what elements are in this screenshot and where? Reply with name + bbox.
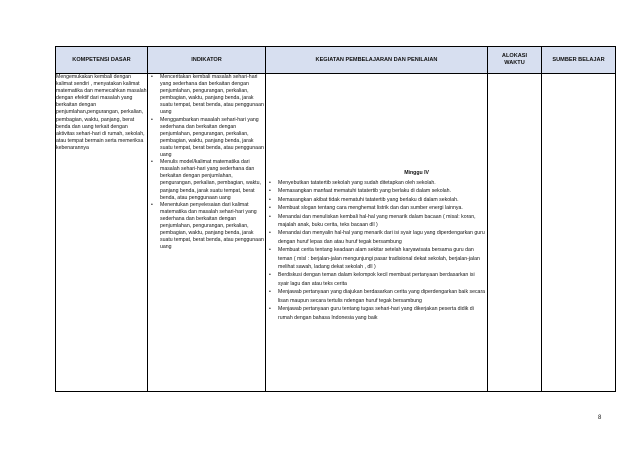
header-kompetensi-dasar: KOMPETENSI DASAR [56, 47, 148, 74]
bullet-icon: • [151, 116, 153, 123]
indikator-cell [148, 74, 266, 392]
sumber-belajar-cell [542, 74, 616, 392]
kegiatan-item [266, 305, 487, 322]
kegiatan-text: Menandai dan menyalin hal-hal yang menarik dari isi syair lagu yang diperdengarkan guru dengan huruf lepas dan atau huruf tegak bersambung [278, 230, 485, 245]
kegiatan-text: Membuat cerita tentang keadaan alam sekitar setelah karyawisata bersama guru dan teman ( misl : berjalan-jalan mengunjungi pasar tradisional dekat sekolah, berjalan-jalan melihat sawah, ladang dekat sekolah , dll ) [278, 247, 480, 271]
kegiatan-item [266, 288, 487, 305]
indikator-text: Menggambarkan masalah sehari-hari yang sederhana dan berkaitan dengan penjumlahan, pengurangan, perkalian, pembagian, waktu, panjang benda, jarak suatu tempat, berat benda, atau penggunaan uang [160, 116, 264, 159]
content-row [56, 74, 616, 392]
kegiatan-item [266, 204, 487, 212]
bullet-icon: • [269, 180, 271, 186]
alokasi-waktu-cell [488, 74, 542, 392]
bullet-icon: • [269, 196, 271, 203]
kegiatan-item [266, 229, 487, 246]
lesson-plan-table [55, 46, 616, 392]
indikator-item [148, 159, 265, 202]
indikator-text: Menceritakan kembali masalah sehari-hari yang sederhana dan berkaitan dengan penjumlahan, pengurangan, perkalian, pembagian, waktu, panjang benda, jarak suatu tempat, berat benda, atau penggunaan uang [160, 74, 264, 116]
bullet-icon: • [269, 272, 271, 279]
kegiatan-item [266, 271, 487, 288]
indikator-item [148, 202, 265, 252]
bullet-icon: • [269, 230, 271, 237]
bullet-icon: • [269, 188, 271, 195]
kegiatan-item [266, 187, 487, 195]
kegiatan-text: Memasangkan akibat tidak mematuhi tatatertib yang berlaku di dalam sekolah. [278, 196, 459, 203]
header-sumber-belajar: SUMBER BELAJAR [542, 47, 616, 74]
kompetensi-dasar-cell [56, 74, 148, 392]
header-row [56, 47, 616, 74]
kegiatan-text: Menjawab pertanyaan yang diajukan berdasarkan cerita yang diperdengarkan baik secara lisan maupun secara tertulis ndengan huruf tegak bersambung [278, 289, 486, 304]
kegiatan-text: Berdiskusi dengan teman dalam kelompok kecil membuat pertanyaan berdasarkan isi syair lagu dan atau teks cerita [278, 272, 475, 287]
week-label: Minggu IV [404, 170, 429, 176]
header-indikator: INDIKATOR [148, 47, 266, 74]
kegiatan-item [266, 213, 487, 230]
header-alokasi-waktu [488, 47, 542, 74]
kegiatan-text: Menandai dan menuliskan kembali hal-hal yang menarik dalam bacaan ( misal: koran, majalah anak, buku cerita, teks bacaan dll ) [278, 213, 476, 229]
bullet-icon: • [269, 247, 271, 254]
header-kegiatan: KEGIATAN PEMBELAJARAN DAN PENILAIAN [266, 47, 488, 74]
bullet-icon: • [269, 306, 271, 313]
kegiatan-text: Menjawab pertanyaan guru tentang tugas sehari-hari yang dikerjakan peserta didik di rumah dengan bahasa Indonesia yang baik [278, 306, 474, 321]
kegiatan-item [266, 179, 487, 187]
indikator-list [148, 74, 265, 251]
kompetensi-dasar-text: Mengemukakan kembali dengan kalimat sendiri , menyatakan kalimat matematika dan memecahkan masalah dengan efektif dari masalah yang berkaitan dengan penjumlahan,pengurangan, perkalian, pembagian, waktu, panjang, berat benda dan uang terkait dengan aktivitas sehari-hari di rumah, sekolah, atau tempat bermain serta memeriksa kebenarannya [56, 74, 147, 151]
kegiatan-list [266, 179, 487, 322]
bullet-icon: • [269, 289, 271, 296]
kegiatan-text: Membuat slogan tentang cara menghemat listrik dan dan sumber energi lainnya. [278, 205, 463, 212]
indikator-item [148, 74, 265, 117]
indikator-text: Menulis model/kalimat matematika dari masalah sehari-hari yang sederhana dan berkaitan dengan penjumlahan, pengurangan, perkalian, pembagian, waktu, panjang benda, jarak suatu tempat, berat benda, atau penggunaan uang [160, 159, 261, 201]
indikator-item [148, 117, 265, 160]
header-alokasi-line1: ALOKASI [501, 53, 528, 59]
kegiatan-item [266, 246, 487, 271]
bullet-icon: • [151, 74, 153, 80]
kegiatan-text: Memasangkan manfaat mematuhi tatatertib yang berlaku di dalam sekolah. [278, 188, 452, 195]
page-number: 8 [598, 415, 602, 421]
bullet-icon: • [151, 159, 153, 166]
kegiatan-cell [266, 74, 488, 392]
bullet-icon: • [269, 213, 271, 220]
header-alokasi-line2: WAKTU [504, 60, 525, 66]
kegiatan-item [266, 196, 487, 204]
bullet-icon: • [151, 201, 153, 208]
kegiatan-text: Menyebutkan tatatertib sekolah yang sudah ditetapkan oleh sekolah. [278, 180, 436, 186]
bullet-icon: • [269, 205, 271, 212]
indikator-text: Menentukan penyelesaian dari kalimat matematika dan masalah sehari-hari yang sederhana dan berkaitan dengan penjumlahan, pengurangan, perkalian, pembagian, waktu, panjang benda, jarak suatu tempat, berat benda, atau penggunaan uang [160, 201, 264, 251]
